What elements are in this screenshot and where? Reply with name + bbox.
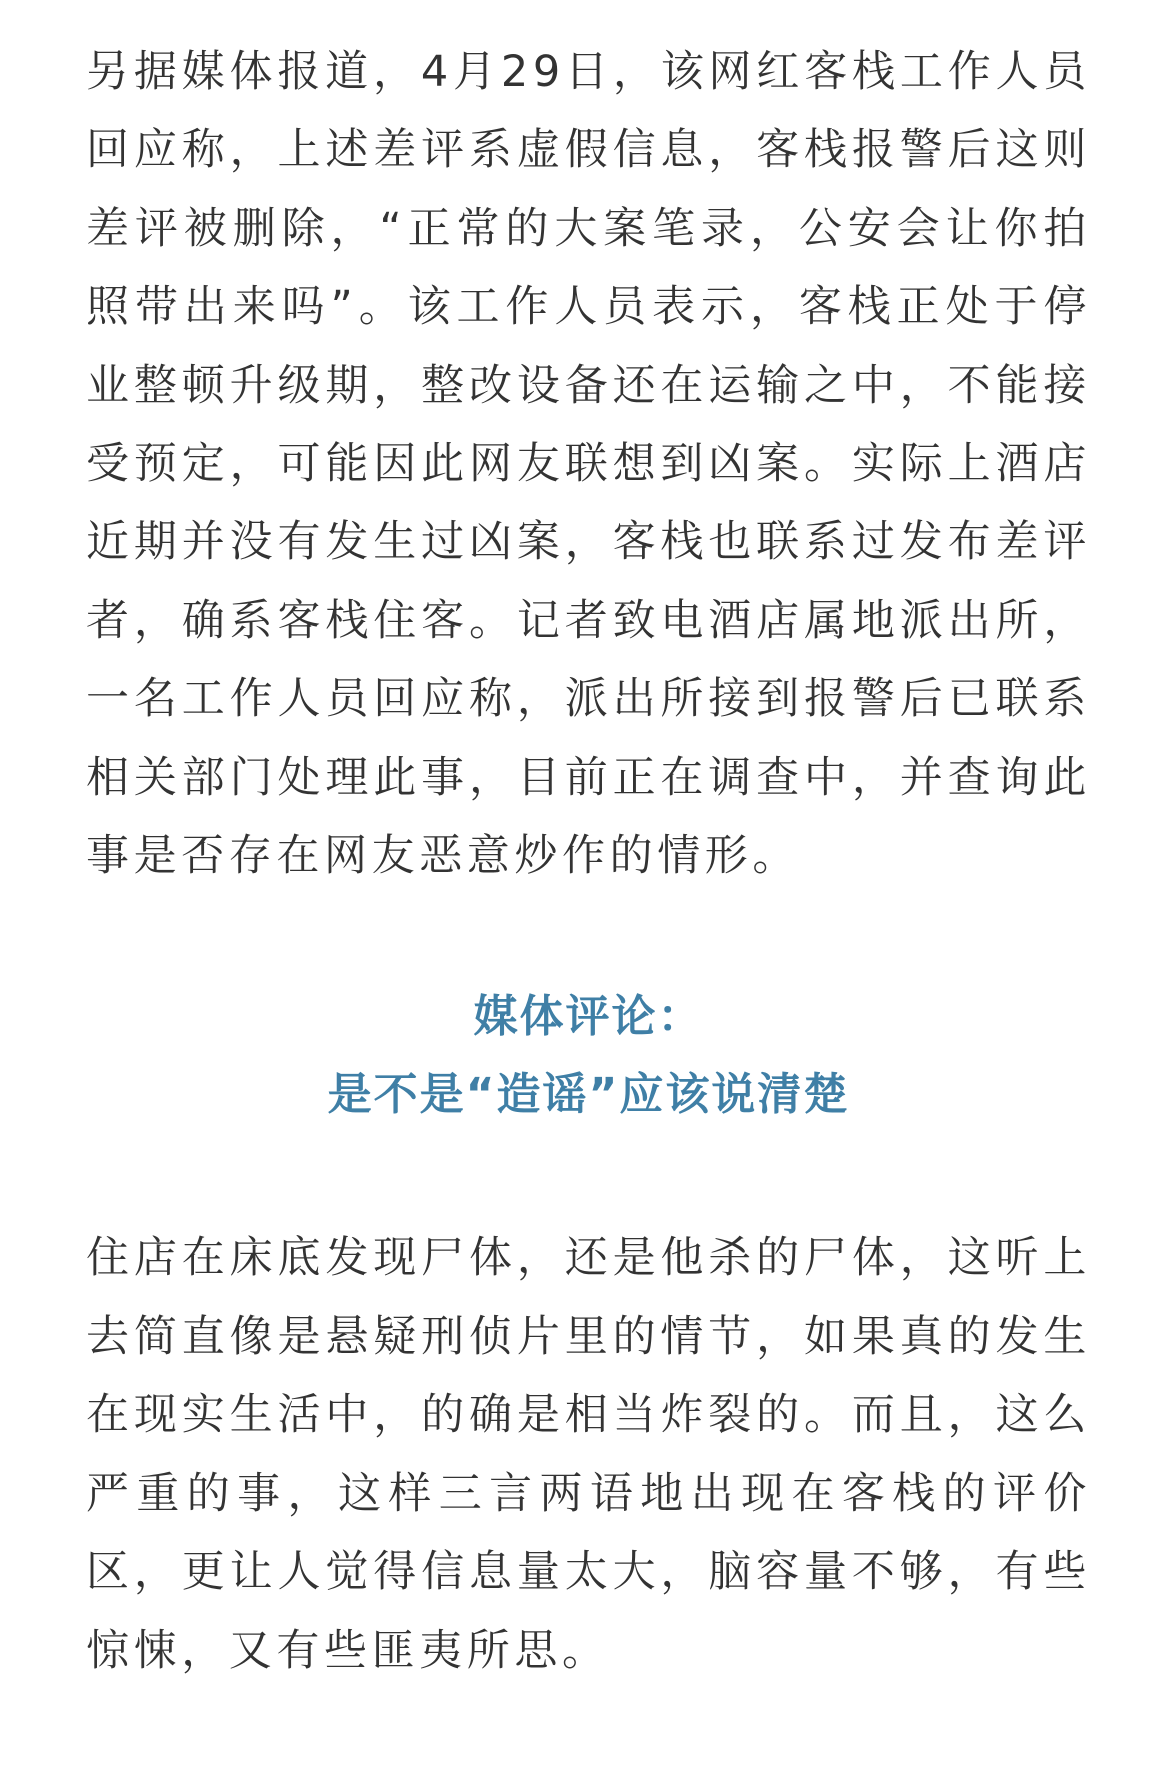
section-heading-line-1: 媒体评论： xyxy=(473,991,704,1043)
article-paragraph-police-response: 另据媒体报道，4月29日，该网红客栈工作人员回应称，上述差评系虚假信息，客栈报警后这则差评被删除，“正常的大案笔录，公安会让你拍照带出来吗”。该工作人员表示，客栈正处于停业整顿升级期，整改设备还在运输之中，不能接受预定，可能因此网友联想到凶案。实际上酒店近期并没有发生过凶案，客栈也联系过发布差评者，确系客栈住客。记者致电酒店属地派出所，一名工作人员回应称，派出所接到报警后已联系相关部门处理此事，目前正在调查中，并查询此事是否存在网友恶意炒作的情形。 xyxy=(86,47,1091,882)
article-paragraph-commentary: 住店在床底发现尸体，还是他杀的尸体，这听上去简直像是悬疑刑侦片里的情节，如果真的发生在现实生活中，的确是相当炸裂的。而且，这么严重的事，这样三言两语地出现在客栈的评价区，更让人觉得信息量太大，脑容量不够，有些惊悚，又有些匪夷所思。 xyxy=(86,1233,1091,1676)
section-heading-line-2: 是不是“造谣”应该说清楚 xyxy=(327,1069,850,1121)
article-body xyxy=(86,33,1091,1690)
section-heading-media-comment xyxy=(86,978,1091,1134)
